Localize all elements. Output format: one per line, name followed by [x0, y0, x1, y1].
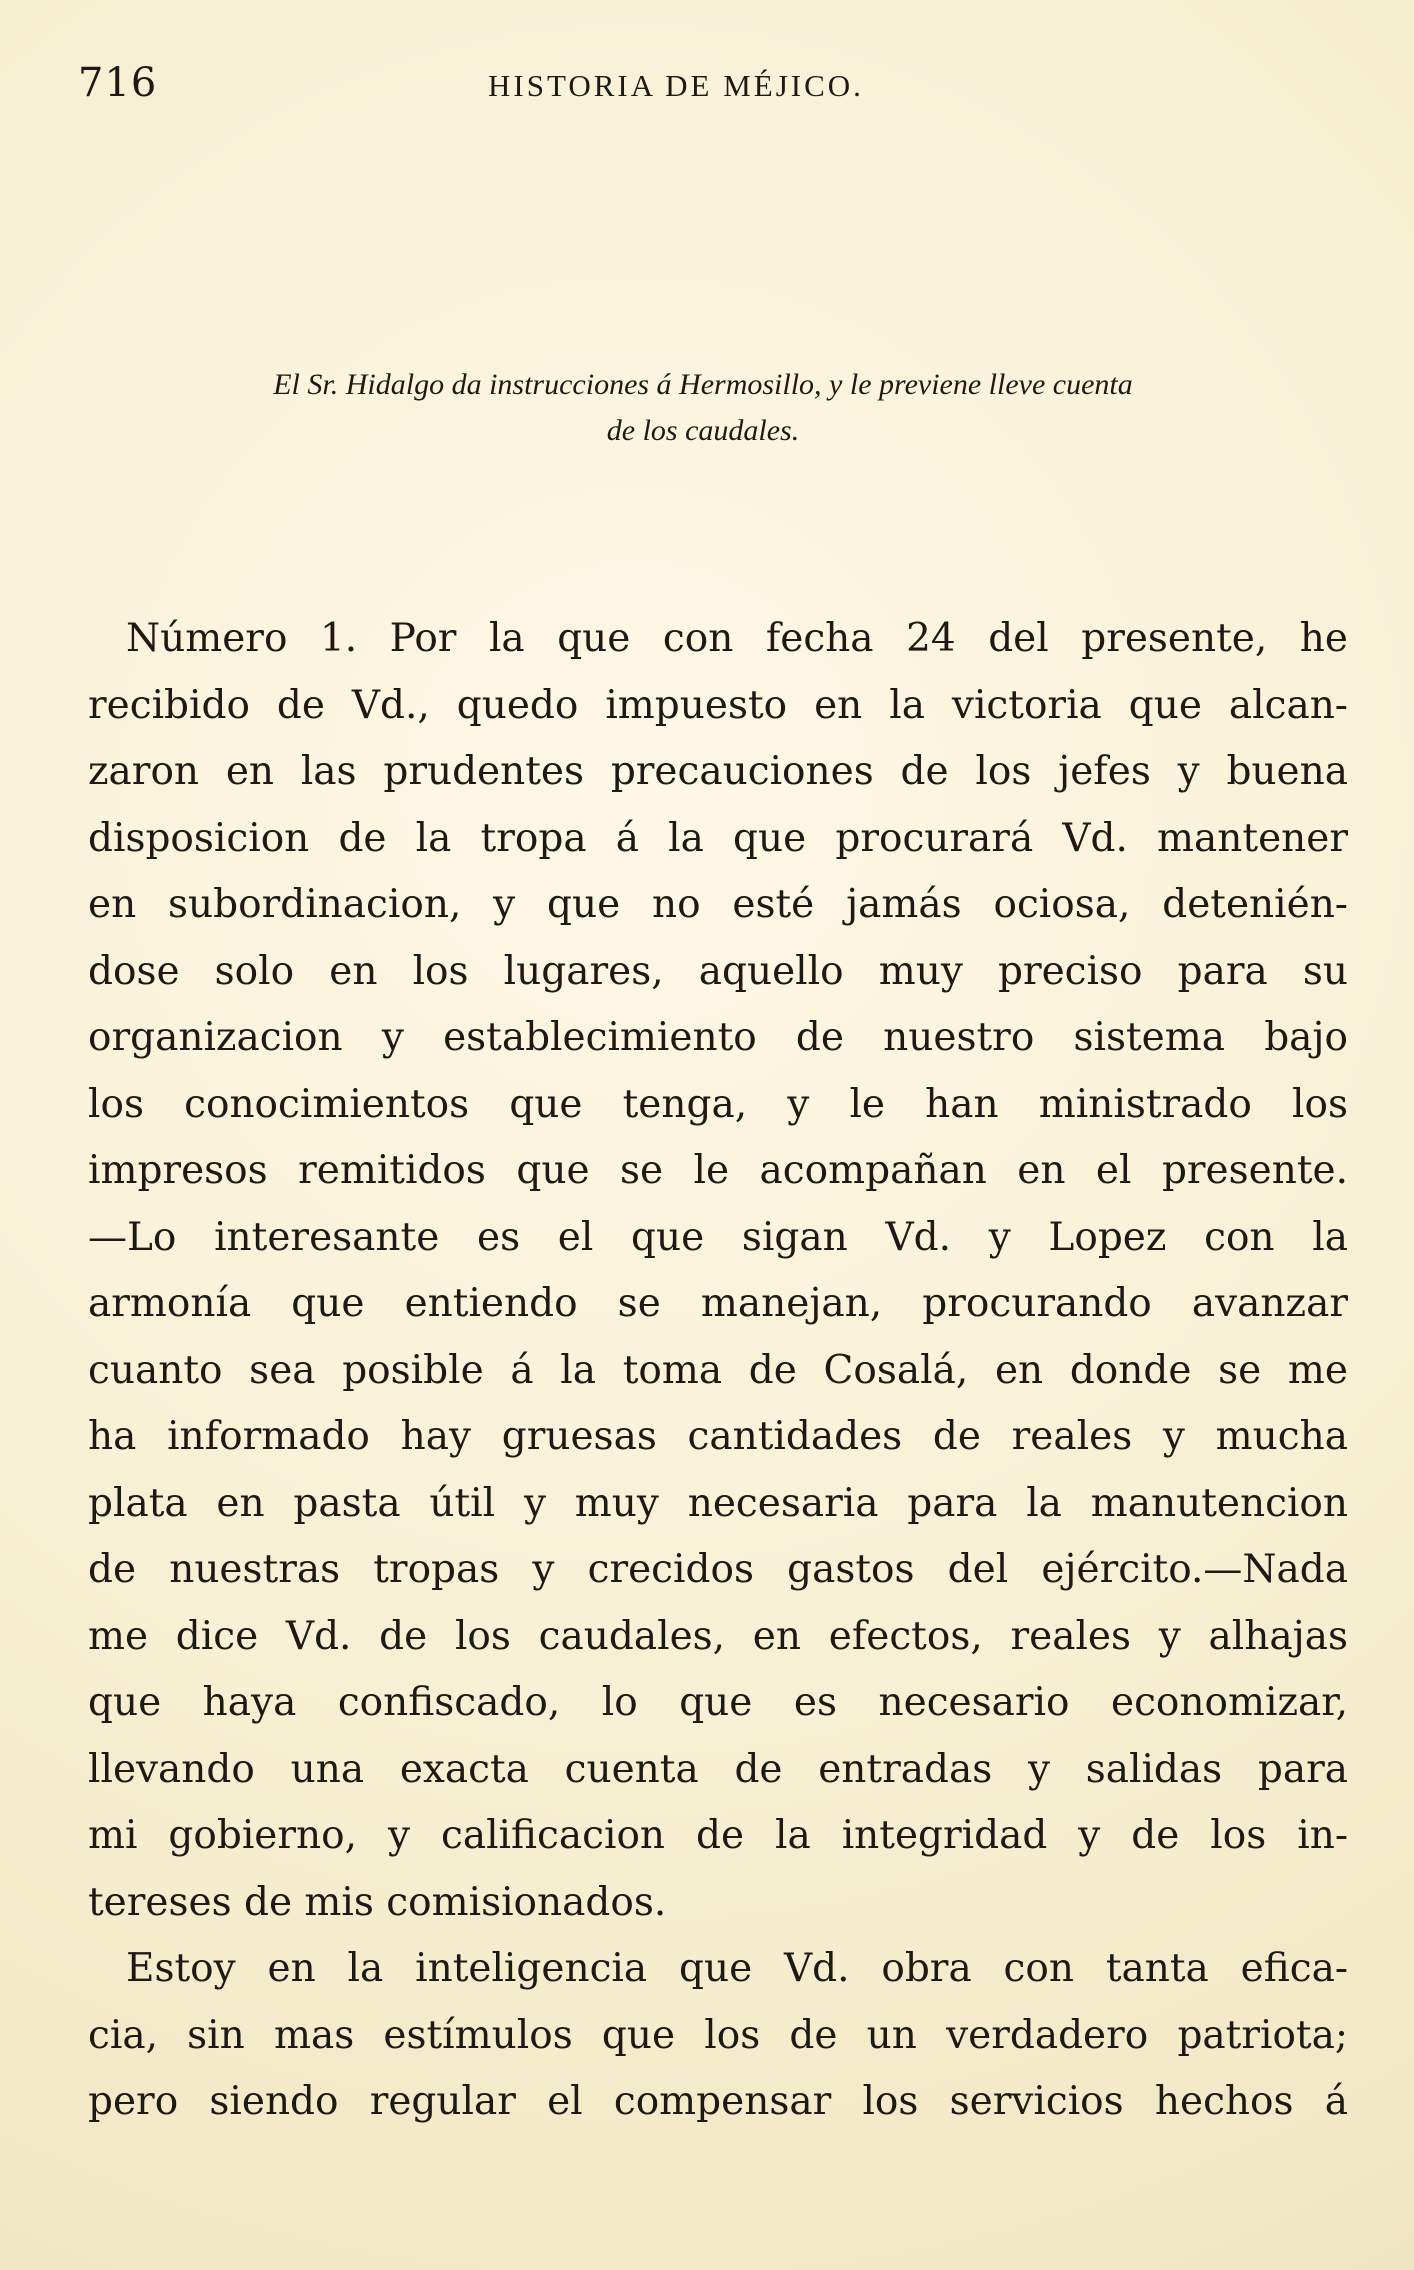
running-head: HISTORIA DE MÉJICO. — [488, 68, 864, 103]
text-line: que haya confiscado, lo que es necesario economizar, — [88, 1680, 1348, 1725]
text-line: ha informado hay gruesas cantidades de reales y mucha — [88, 1414, 1348, 1459]
text-line: Número 1. Por la que con fecha 24 del presente, he — [126, 616, 1348, 661]
text-line: impresos remitidos que se le acompañan en el presente. — [88, 1148, 1348, 1193]
text-line: los conocimientos que tenga, y le han ministrado los — [88, 1081, 1348, 1127]
body-text — [88, 606, 1348, 2136]
text-line: cia, sin mas estímulos que los de un verdadero patriota; — [88, 2012, 1348, 2058]
text-line: zaron en las prudentes precauciones de los jefes y buena — [88, 749, 1348, 794]
text-line: disposicion de la tropa á la que procurará Vd. mantener — [88, 815, 1348, 861]
text-line: me dice Vd. de los caudales, en efectos, reales y alhajas — [88, 1613, 1348, 1659]
text-line: de nuestras tropas y crecidos gastos del ejército.—Nada — [88, 1547, 1348, 1592]
text-line: cuanto sea posible á la toma de Cosalá, en donde se me — [88, 1347, 1348, 1393]
section-summary — [148, 362, 1258, 454]
text-line: organizacion y establecimiento de nuestro sistema bajo — [88, 1015, 1348, 1060]
text-line: dose solo en los lugares, aquello muy preciso para su — [88, 948, 1348, 994]
text-line: pero siendo regular el compensar los servicios hechos á — [88, 2079, 1348, 2124]
text-line: recibido de Vd., quedo impuesto en la victoria que alcan- — [88, 682, 1348, 728]
text-line: en subordinacion, y que no esté jamás ociosa, detenién- — [88, 882, 1348, 927]
text-line: tereses de mis comisionados. — [88, 1879, 667, 1925]
text-line: —Lo interesante es el que sigan Vd. y Lopez con la — [88, 1214, 1348, 1260]
summary-line: El Sr. Hidalgo da instrucciones á Hermosillo, y le previene lleve cuenta — [273, 368, 1133, 401]
text-line: Estoy en la inteligencia que Vd. obra con tanta efica- — [126, 1946, 1348, 1991]
page-header — [78, 50, 1336, 120]
text-line: llevando una exacta cuenta de entradas y salidas para — [88, 1746, 1348, 1792]
text-line: plata en pasta útil y muy necesaria para la manutencion — [88, 1480, 1348, 1526]
text-line: armonía que entiendo se manejan, procurando avanzar — [88, 1281, 1348, 1326]
summary-line: de los caudales. — [606, 414, 800, 447]
text-line: mi gobierno, y calificacion de la integridad y de los in- — [88, 1813, 1348, 1858]
page-number: 716 — [78, 60, 158, 106]
